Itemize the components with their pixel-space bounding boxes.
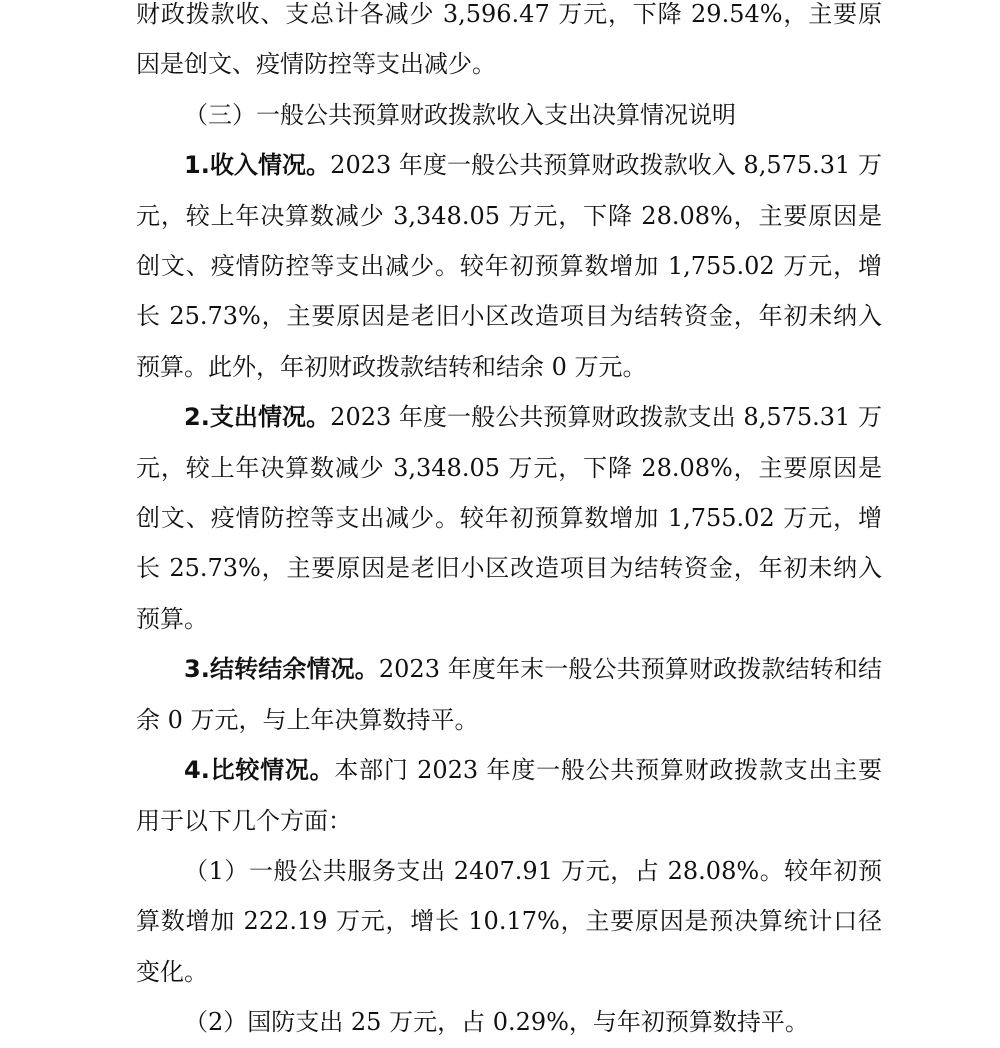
paragraph-lead: 3.结转结余情况。 [184,655,379,684]
paragraph-text: 2023 年度一般公共预算财政拨款支出 8,575.31 万元，较上年决算数减少 3,348.05 万元，下降 28.08%，主要原因是创文、疫情防控等支出减少。较年初预算数增加 1,755.02 万元，增长 25.73%，主要原因是老旧小区改造项目为结转资金，年初未纳入预算。 [136,403,882,633]
paragraph-item-2 [136,997,882,1047]
paragraph-income [136,140,882,392]
paragraph-lead: 4.比较情况。 [184,756,335,785]
paragraph-expenditure [136,392,882,644]
paragraph-text: （2）国防支出 25 万元，占 0.29%，与年初预算数持平。 [184,1008,809,1037]
paragraph-continuation [136,0,882,90]
paragraph-carryover [136,644,882,745]
paragraph-text: 2023 年度年末一般公共预算财政拨款结转和结余 0 万元，与上年决算数持平。 [136,655,882,734]
paragraph-item-1 [136,846,882,997]
paragraph-text: 财政拨款收、支总计各减少 3,596.47 万元，下降 29.54%，主要原因是创文、疫情防控等支出减少。 [136,0,882,79]
paragraph-lead: 1.收入情况。 [184,151,331,180]
paragraph-text: （1）一般公共服务支出 2407.91 万元，占 28.08%。较年初预算数增加 222.19 万元，增长 10.17%，主要原因是预决算统计口径变化。 [136,856,882,986]
paragraph-comparison [136,745,882,846]
paragraph-text: 本部门 2023 年度一般公共预算财政拨款支出主要用于以下几个方面： [136,756,882,835]
paragraph-text: 2023 年度一般公共预算财政拨款收入 8,575.31 万元，较上年决算数减少 3,348.05 万元，下降 28.08%，主要原因是创文、疫情防控等支出减少。较年初预算数增加 1,755.02 万元，增长 25.73%，主要原因是老旧小区改造项目为结转资金，年初未纳入预算。此外，年初财政拨款结转和结余 0 万元。 [136,151,882,381]
paragraph-lead: 2.支出情况。 [184,403,331,432]
section-heading: （三）一般公共预算财政拨款收入支出决算情况说明 [184,100,736,129]
